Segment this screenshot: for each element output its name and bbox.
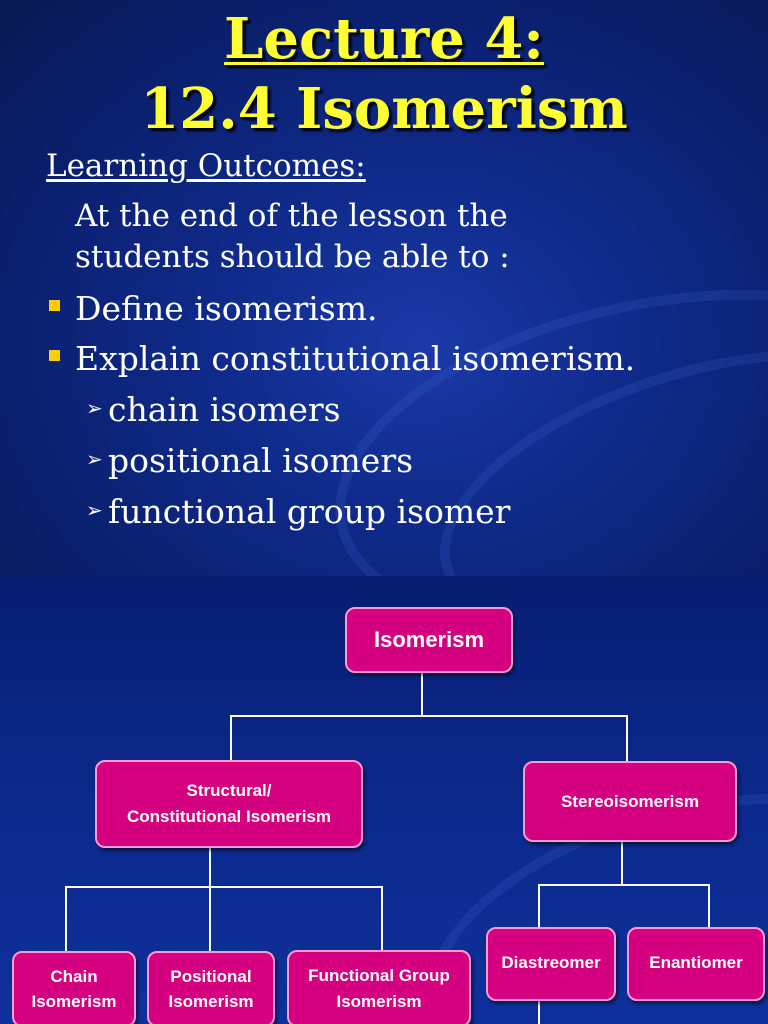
node-label: Isomerism <box>373 627 485 652</box>
bullet-item: Explain constitutional isomerism. <box>75 339 636 378</box>
connector-line <box>209 886 211 952</box>
connector-line <box>538 884 540 928</box>
node-label: Stereoisomerism <box>561 791 699 811</box>
arrow-bullet-icon: ➢ <box>86 396 103 420</box>
node-label: Chain <box>50 967 98 986</box>
node-label: Isomerism <box>336 991 422 1011</box>
node-structural-isomerism <box>95 760 363 848</box>
connector-line <box>421 673 423 717</box>
connector-line <box>230 715 232 761</box>
connector-line <box>381 886 383 952</box>
connector-line <box>209 846 211 888</box>
node-label: Diastreomer <box>501 953 601 972</box>
connector-line <box>708 884 710 928</box>
arrow-bullet-icon: ➢ <box>86 447 103 471</box>
node-chain-isomerism <box>12 951 136 1024</box>
bullet-square-icon <box>49 300 60 311</box>
connector-line <box>65 886 383 888</box>
connector-line <box>230 715 628 717</box>
node-positional-isomerism <box>147 951 275 1024</box>
connector-line <box>621 840 623 886</box>
arrow-bullet-icon: ➢ <box>86 498 103 522</box>
learning-outcomes-heading: Learning Outcomes: <box>46 148 366 184</box>
node-label: Isomerism <box>168 992 254 1011</box>
connector-line <box>626 715 628 761</box>
intro-text-line2: students should be able to : <box>75 239 510 275</box>
connector-line <box>538 884 710 886</box>
node-enantiomer <box>627 927 765 1001</box>
node-label: Isomerism <box>31 992 117 1011</box>
node-isomerism <box>345 607 513 673</box>
node-stereoisomerism <box>523 761 737 842</box>
node-diastereomer <box>486 927 616 1001</box>
slide-title-line1: Lecture 4: <box>224 6 544 72</box>
slide-isomerism-diagram <box>0 576 768 1024</box>
bullet-square-icon <box>49 350 60 361</box>
slide-title-line2: 12.4 Isomerism <box>140 76 628 142</box>
sub-bullet-item: functional group isomer <box>108 492 511 531</box>
connector-line <box>65 886 67 952</box>
node-label: Structural/ <box>186 781 272 800</box>
bullet-item: Define isomerism. <box>75 289 378 328</box>
node-label: Enantiomer <box>649 953 743 972</box>
sub-bullet-item: positional isomers <box>108 441 414 480</box>
sub-bullet-item: chain isomers <box>108 390 341 429</box>
node-label: Constitutional Isomerism <box>126 807 332 826</box>
node-label: Positional <box>170 967 252 986</box>
intro-text-line1: At the end of the lesson the <box>75 198 508 234</box>
node-functional-group-isomerism <box>287 950 471 1024</box>
node-label: Functional Group <box>308 965 450 985</box>
